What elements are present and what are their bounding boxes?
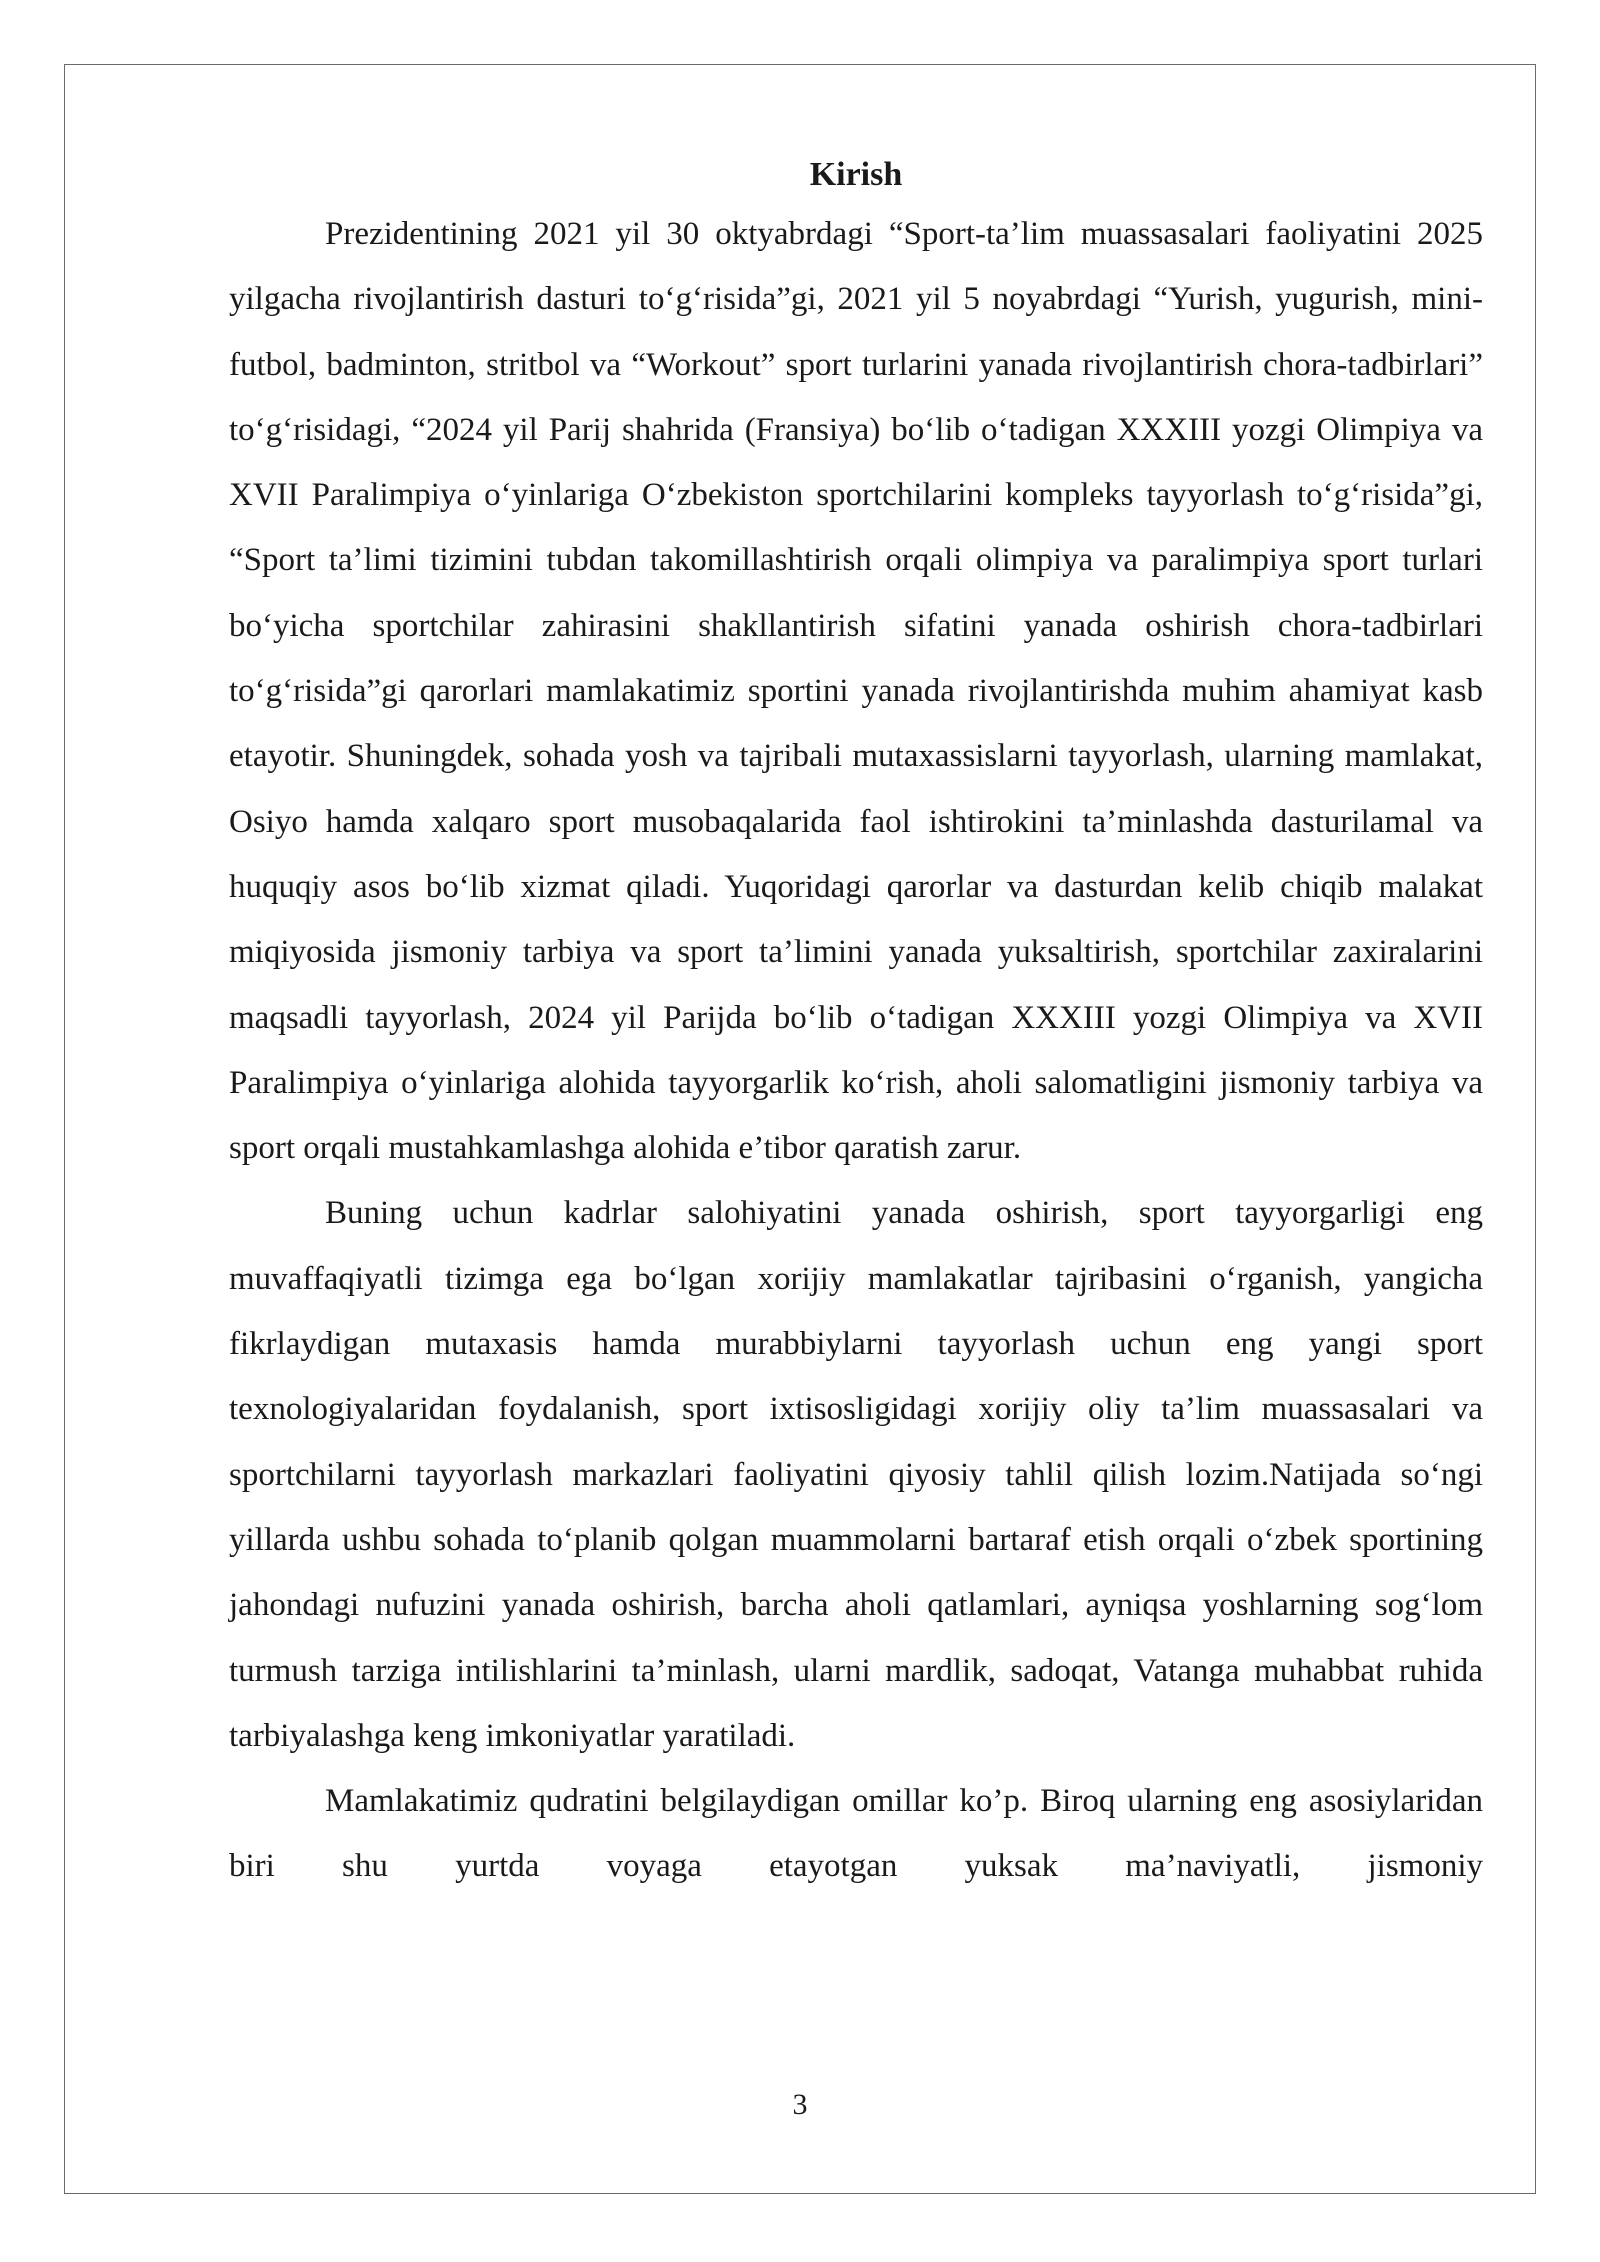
- paragraph-3: Mamlakatimiz qudratini belgilaydigan omillar ko’p. Biroq ularning eng asosiylaridan biri shu yurtda voyaga etayotgan yuksak ma’naviyatli, jismoniy: [229, 1783, 1483, 1885]
- paragraph-2: Buning uchun kadrlar salohiyatini yanada oshirish, sport tayyorgarligi eng muvaffaqiyatli tizimga ega bo‘lgan xorijiy mamlakatlar tajribasini o‘rganish, yangicha fikrlaydigan mutaxasis hamda murabbiylarni tayyorlash uchun eng yangi sport texnologiyalaridan foydalanish, sport ixtisosligidagi xorijiy oliy ta’lim muassasalari va sportchilarni tayyorlash markazlari faoliyatini qiyosiy tahlil qilish lozim.Natijada so‘ngi yillarda ushbu sohada to‘planib qolgan muammolarni bartaraf etish orqali o‘zbek sportining jahondagi nufuzini yanada oshirish, barcha aholi qatlamlari, ayniqsa yoshlarning sog‘lom turmush tarziga intilishlarini ta’minlash, ularni mardlik, sadoqat, Vatanga muhabbat ruhida tarbiyalashga keng imkoniyatlar yaratiladi.: [229, 1195, 1483, 1754]
- document-body: [229, 148, 1483, 1900]
- page-number: 3: [792, 2088, 808, 2121]
- paragraph-1: Prezidentining 2021 yil 30 oktyabrdagi “Sport-ta’lim muassasalari faoliyatini 2025 yilgacha rivojlantirish dasturi to‘g‘risida”gi, 2021 yil 5 noyabrdagi “Yurish, yugurish, mini-futbol, badminton, stritbol va “Workout” sport turlarini yanada rivojlantirish chora-tadbirlari” to‘g‘risidagi, “2024 yil Parij shahrida (Fransiya) bo‘lib o‘tadigan XXXIII yozgi Olimpiya va XVII Paralimpiya o‘yinlariga O‘zbekiston sportchilarini kompleks tayyorlash to‘g‘risida”gi, “Sport ta’limi tizimini tubdan takomillashtirish orqali olimpiya va paralimpiya sport turlari bo‘yicha sportchilar zahirasini shakllantirish sifatini yanada oshirish chora-tadbirlari to‘g‘risida”gi qarorlari mamlakatimiz sportini yanada rivojlantirishda muhim ahamiyat kasb etayotir. Shuningdek, sohada yosh va tajribali mutaxassislarni tayyorlash, ularning mamlakat, Osiyo hamda xalqaro sport musobaqalarida faol ishtirokini ta’minlashda dasturilamal va huquqiy asos bo‘lib xizmat qiladi. Yuqoridagi qarorlar va dasturdan kelib chiqib malakat miqiyosida jismoniy tarbiya va sport ta’limini yanada yuksaltirish, sportchilar zaxiralarini maqsadli tayyorlash, 2024 yil Parijda bo‘lib o‘tadigan XXXIII yozgi Olimpiya va XVII Paralimpiya o‘yinlariga alohida tayyorgarlik ko‘rish, aholi salomatligini jismoniy tarbiya va sport orqali mustahkamlashga alohida e’tibor qaratish zarur.: [229, 216, 1483, 1167]
- section-heading: Kirish: [809, 156, 903, 193]
